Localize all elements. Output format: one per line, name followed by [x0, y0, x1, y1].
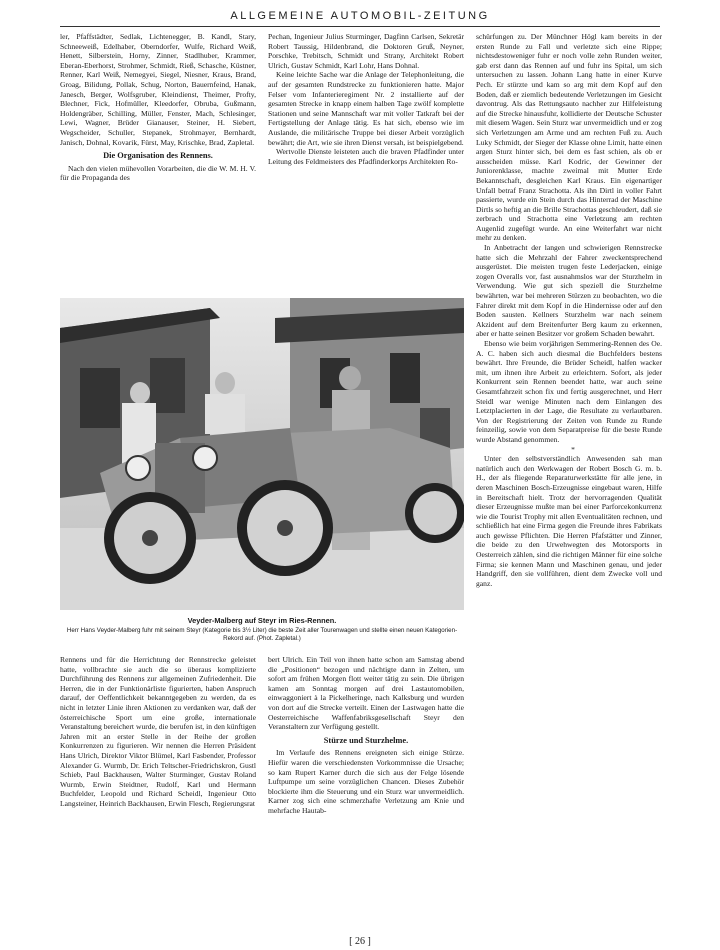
column-1-top [60, 32, 256, 294]
page-number: [ 26 ] [349, 936, 371, 947]
column-2-top [268, 32, 464, 294]
header-rule [60, 26, 660, 27]
section-separator-star: * [571, 444, 575, 454]
paragraph: In Anbetracht der langen und schwierigen Rennstrecke hatte sich die Mehrzahl der Fahrer zweckentsprechend ausgerüstet. Die meisten trugen feste Lederjacken, einige zogen Overalls vor, fast ausnahmslos war der Sturzhelm in Verwendung. Wie gut sich speziell die Sturzhelme bewährten, war bei mehreren Stürzen zu beobachten, wo die Fahrer direkt mit dem Kopf in die Hindernisse oder auf den Boden sausten. Kellners Sturzhelm war nach seinem Akzident auf dem Breitenfurter Berg kaum zu erkennen, aber er hatte seinen Besitzer vor großem Schaden bewahrt. [476, 243, 662, 339]
paragraph: Ebenso wie beim vorjährigen Semmering-Rennen des Oe. A. C. haben sich auch diesmal die Buchfelders bestens bewährt. Ihre Freunde, die Brüder Scheidl, halfen wacker mit, um ihnen ihre Arbeit zu erleichtern. Sofort, als jeder Konkurrent sein Rennen beendet hatte, war auch seine Gesamtfahrzeit schon fix und fertig ausgerechnet, und Herr Steidl war wenige Minuten nach dem Einlangen des Letztplacierten in der Lage, die Resultate zu verlautbaren. Von der Registrierung der Zeiten von Runde zu Runde feinzeilig, sowie von dem Separatpreise für die beste Runde wurde Abstand genommen. [476, 339, 662, 444]
running-header: ALLGEMEINE AUTOMOBIL-ZEITUNG [230, 10, 490, 22]
photo-credit: (Phot. Zapletal.) [256, 635, 301, 642]
photo-caption-title: Veyder-Malberg auf Steyr im Ries-Rennen. [187, 616, 337, 625]
paragraph: Keine leichte Sache war die Anlage der Telephonleitung, die auf der gesamten Rundstrecke zu funktionieren hatte. Major Felser vom Infanterieregiment Nr. 2 installierte auf der gesamten Strecke in knapp einem halben Tage zwölf komplette Stationen und seine Mannschaft war mit voller Tatkraft bei der Fertigstellung der Anlage tätig. Es hat sich, ebenso wie im Auslande, die militärische Truppe bei dieser Arbeit vorzüglich bewährt; die Art, wie sie ihren Dienst versah, ist beispielgebend. [268, 70, 464, 147]
photo-illustration [60, 298, 464, 610]
section-heading-stuerze: Stürze und Sturzhelme. [323, 735, 409, 745]
race-car-photo [60, 298, 464, 610]
photo-caption-body: Herr Hans Veyder-Malberg fuhr mit seinem Steyr (Kategorie bis 3½ Liter) die beste Zeit aller Tourenwagen und stellte einen neuen Kategorien-Rekord auf. [66, 627, 458, 642]
name-list-paragraph: ler, Pfaffstädter, Sedlak, Lichtenegger, B. Kandl, Stary, Schneeweiß, Edelhaber, Oberndorfer, Wulfe, Richard Weiß, Henett, Silberstein, Horny, Zinner, Stadlhuber, Krammer, Eberan-Eberhorst, Strohmer, Schmidt, Rieß, Schasche, Küstner, Renner, Karl Weiß, Nemegyei, Siegel, Niesner, Kraus, Brand, Groag, Bilidung, Pollak, Schug, Norton, Bauernfeind, Hanak, Janesch, Berger, Wolfsgruber, Kleindienst, Theimer, Profty, Blechner, Fick, Hofmüller, Kleedorfer, Obruba, Gußmann, Holdengräber, Schilling, Müller, Fenster, Mach, Schlesinger, Lewi, Wagner, Brüder Gianauser, Steiner, H. Siebert, Wegscheider, Schuller, Stepanek, Strohmayer, Bernhardt, Janisch, Dohnal, Kovarik, Fürst, May, Krischke, Brad, Zapletal. [60, 32, 256, 147]
paragraph: Rennens und für die Herrichtung der Rennstrecke geleistet hatte, vollbrachte sie auch die so überaus komplizierte Durchführung des Rennens zur allgemeinen Zufriedenheit. Die Herren, die in der Funktionärliste figurierten, haben Anspruch darauf, der Oeffentlichkeit bekanntgegeben zu werden, da es nicht in letzter Linie ihren Aktionen zu verdanken war, daß der österreichische Sport um eine große, internationale Veranstaltung bereichert wurde, die berufen ist, in den künftigen Jahren mit an erster Stelle in der Reihe der großen Konkurrenzen zu figurieren. Wir nennen die Herren Präsident Hans Ulrich, Direktor Viktor Blümel, Karl Fasbender, Professor Alexander G. Wurmb, Dr. Erich Teltscher-Friedrichskron, Gustl Schieb, Paul Backhausen, Walter Sturminger, Gustav Roland Wurmb, Erwin Steidtner, Rudolf, Karl und Hermann Buchfelder, Leopold und Richard Scheidl, Ingenieur Otto Langsteiner, Heinrich Backhausen, Erwin Flesch, Regierungsrat [60, 655, 256, 808]
column-2-bottom [268, 655, 464, 928]
column-1-bottom [60, 655, 256, 928]
paragraph: schürfungen zu. Der Münchner Högl kam bereits in der ersten Runde zu Fall und verletzte sich eine Rippe; nichtsdestoweniger fuhr er noch volle zehn Runden weiter, gab erst dann das Rennen auf und fuhr ins Spital, um sich untersuchen zu lassen. Johann Lang hatte in einer Kurve Pech. Er stürzte und kam so arg mit dem Kopf auf den Boden, daß er ziemlich bedeutende Verletzungen im Gesicht davontrug. Als das Rettungsauto nachher zur Hilfeleistung auf die Strecke hinausfuhr, kollidierte der Deutsche Schuster mit diesem Wagen. Sein Sturz war unvermeidlich und er zog sich Verletzungen am Arme und am rechten Fuß zu. Auch Luky Schmidt, der Sieger der Klasse ohne Limit, hatte einen argen Sturz hinter sich, bei dem es fast schien, als ob er ausscheiden müsse. Karl Kodric, der Gewinner der Juniorenklasse, machte zweimal mit Mutter Erde Bekanntschaft, desgleichen Karl Kraus. Ein eigenartiger Unfall betraf Franz Strachotta. Als ihn Dirtl in voller Fahrt passierte, wurde ein Stein durch das Hinterrad der Maschine Dirtls so heftig an die Brille Strachottas geschleudert, daß sie zerbrach und Strachotta eine Verletzung am rechten Augenlid zugefügt wurde. An eine Weiterfahrt war nicht mehr zu denken. [476, 32, 662, 243]
paragraph: Wertvolle Dienste leisteten auch die braven Pfadfinder unter Leitung des Feldmeisters des Pfadfinderkorps Architekten Ro- [268, 147, 464, 166]
section-heading-organisation: Die Organisation des Rennens. [103, 151, 213, 161]
paragraph: Unter den selbstverständlich Anwesenden sah man natürlich auch den Werkwagen der Robert Bosch G. m. b. H., der als fliegende Reparaturwerkstätte für alle jene, in deren Maschinen Bosch-Erzeugnisse eingebaut waren, Hilfe in Bereitschaft hielt. Trotz der hervorragenden Qualität dieser Erzeugnisse mußte man bei einer Parforcekonkurrenz wie die Tourist Trophy mit allen Eventualitäten rechnen, und schließlich hat eine Firma gegen die Freunde ihres Fabrikats auch gewisse Pflichten. Die Herren Pfafstätter und Zinner, die beide zu den Urwehwegten des Motorsports in Oesterreich zählen, sind die richtigen Männer für eine solche Firma; sie kennen Mann und Maschinen genau, und jeder Handgriff, den sie vollführen, dient dem Zwecke voll und ganz. [476, 454, 662, 588]
paragraph: bert Ulrich. Ein Teil von ihnen hatte schon am Samstag abend die „Positionen“ bezogen und nächtigte dann in Zelten, um sofort am frühen Morgen flott weiter tätig zu sein. Die übrigen kamen am Sonntag morgen auf drei Lastautomobilen, einwaggoniert à la Pickelheringe, nach Kalksburg und wurden von dort auf die Strecke verteilt. Einen der Lastwagen hatte die Oesterreichische Waffenfabriksgesellschaft Steyr den Veranstaltern zur Verfügung gestellt. [268, 655, 464, 732]
photo-caption-text [66, 627, 458, 643]
paragraph: Nach den vielen mühevollen Vorarbeiten, die die W. M. H. V. für die Propaganda des [60, 163, 256, 183]
paragraph: Im Verlaufe des Rennens ereigneten sich einige Stürze. Hiefür waren die verschiedensten Vorkommnisse die Ursache; so kam Rupert Karner durch die sich aus der Felge lösende Luftpumpe um seine vorzüglichen Chancen. Dieses Zubehör blockierte ihm die Steuerung und ein Sturz war unvermeidlich. Karner zog sich eine schmerzhafte Verletzung am Knie und mehrfache Hautab- [268, 748, 464, 815]
column-3 [476, 32, 662, 928]
paragraph: Pechan, Ingenieur Julius Sturminger, Dagfinn Carlsen, Sekretär Robert Taussig, Hildenbrand, die Doktoren Gruß, Neyner, Porschke, Trebitsch, Schmidt und Strany, Architekt Robert Ulrich, Gustav Schmidt, Karl Lohr, Hans Dohnal. [268, 32, 464, 70]
